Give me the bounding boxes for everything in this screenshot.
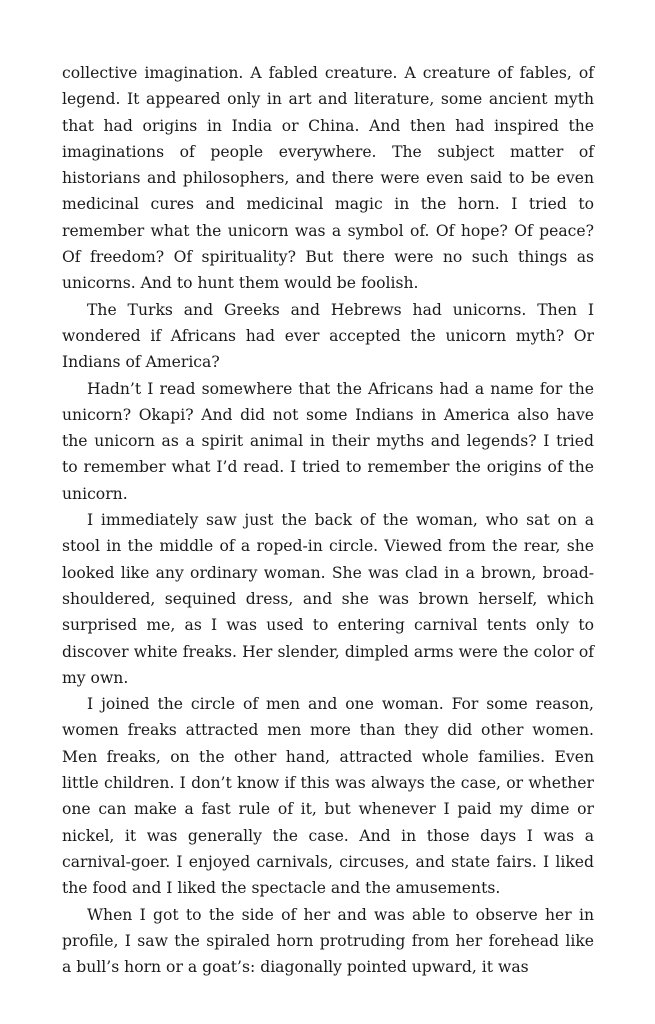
paragraph: collective imagination. A fabled creature. A creature of fables, of legend. It appeared only in art and literature, some ancient myth that had origins in India or China. And then had inspired the imaginations of people everywhere. The subject matter of historians and philosophers, and there were even said to be even medicinal cures and medicinal magic in the horn. I tried to remember what the unicorn was a symbol of. Of hope? Of peace? Of freedom? Of spirituality? But there were no such things as unicorns. And to hunt them would be foolish.: [62, 64, 594, 293]
paragraph: Hadn’t I read somewhere that the Africans had a name for the unicorn? Okapi? And did not some Indians in America also have the unicorn as a spirit animal in their myths and legends? I tried to remember what I’d read. I tried to remember the origins of the unicorn.: [62, 379, 594, 503]
paragraph: When I got to the side of her and was able to observe her in profile, I saw the spiraled horn protruding from her forehead like a bull’s horn or a goat’s: diagonally pointed upward, it was: [62, 905, 594, 977]
paragraph: The Turks and Greeks and Hebrews had unicorns. Then I wondered if Africans had ever accepted the unicorn myth? Or Indians of America?: [62, 300, 594, 372]
paragraph: I joined the circle of men and one woman. For some reason, women freaks attracted men more than they did other women. Men freaks, on the other hand, attracted whole families. Even little children. I don’t know if this was always the case, or whether one can make a fast rule of it, but whenever I paid my dime or nickel, it was generally the case. And in those days I was a carnival-goer. I enjoyed carnivals, circuses, and state fairs. I liked the food and I liked the spectacle and the amusements.: [62, 695, 594, 898]
paragraph: I immediately saw just the back of the woman, who sat on a stool in the middle of a roped-in circle. Viewed from the rear, she looked like any ordinary woman. She was clad in a brown, broad-shouldered, sequined dress, and she was brown herself, which surprised me, as I was used to entering carnival tents only to discover white freaks. Her slender, dimpled arms were the color of my own.: [62, 511, 594, 687]
book-page-text: [62, 60, 594, 980]
